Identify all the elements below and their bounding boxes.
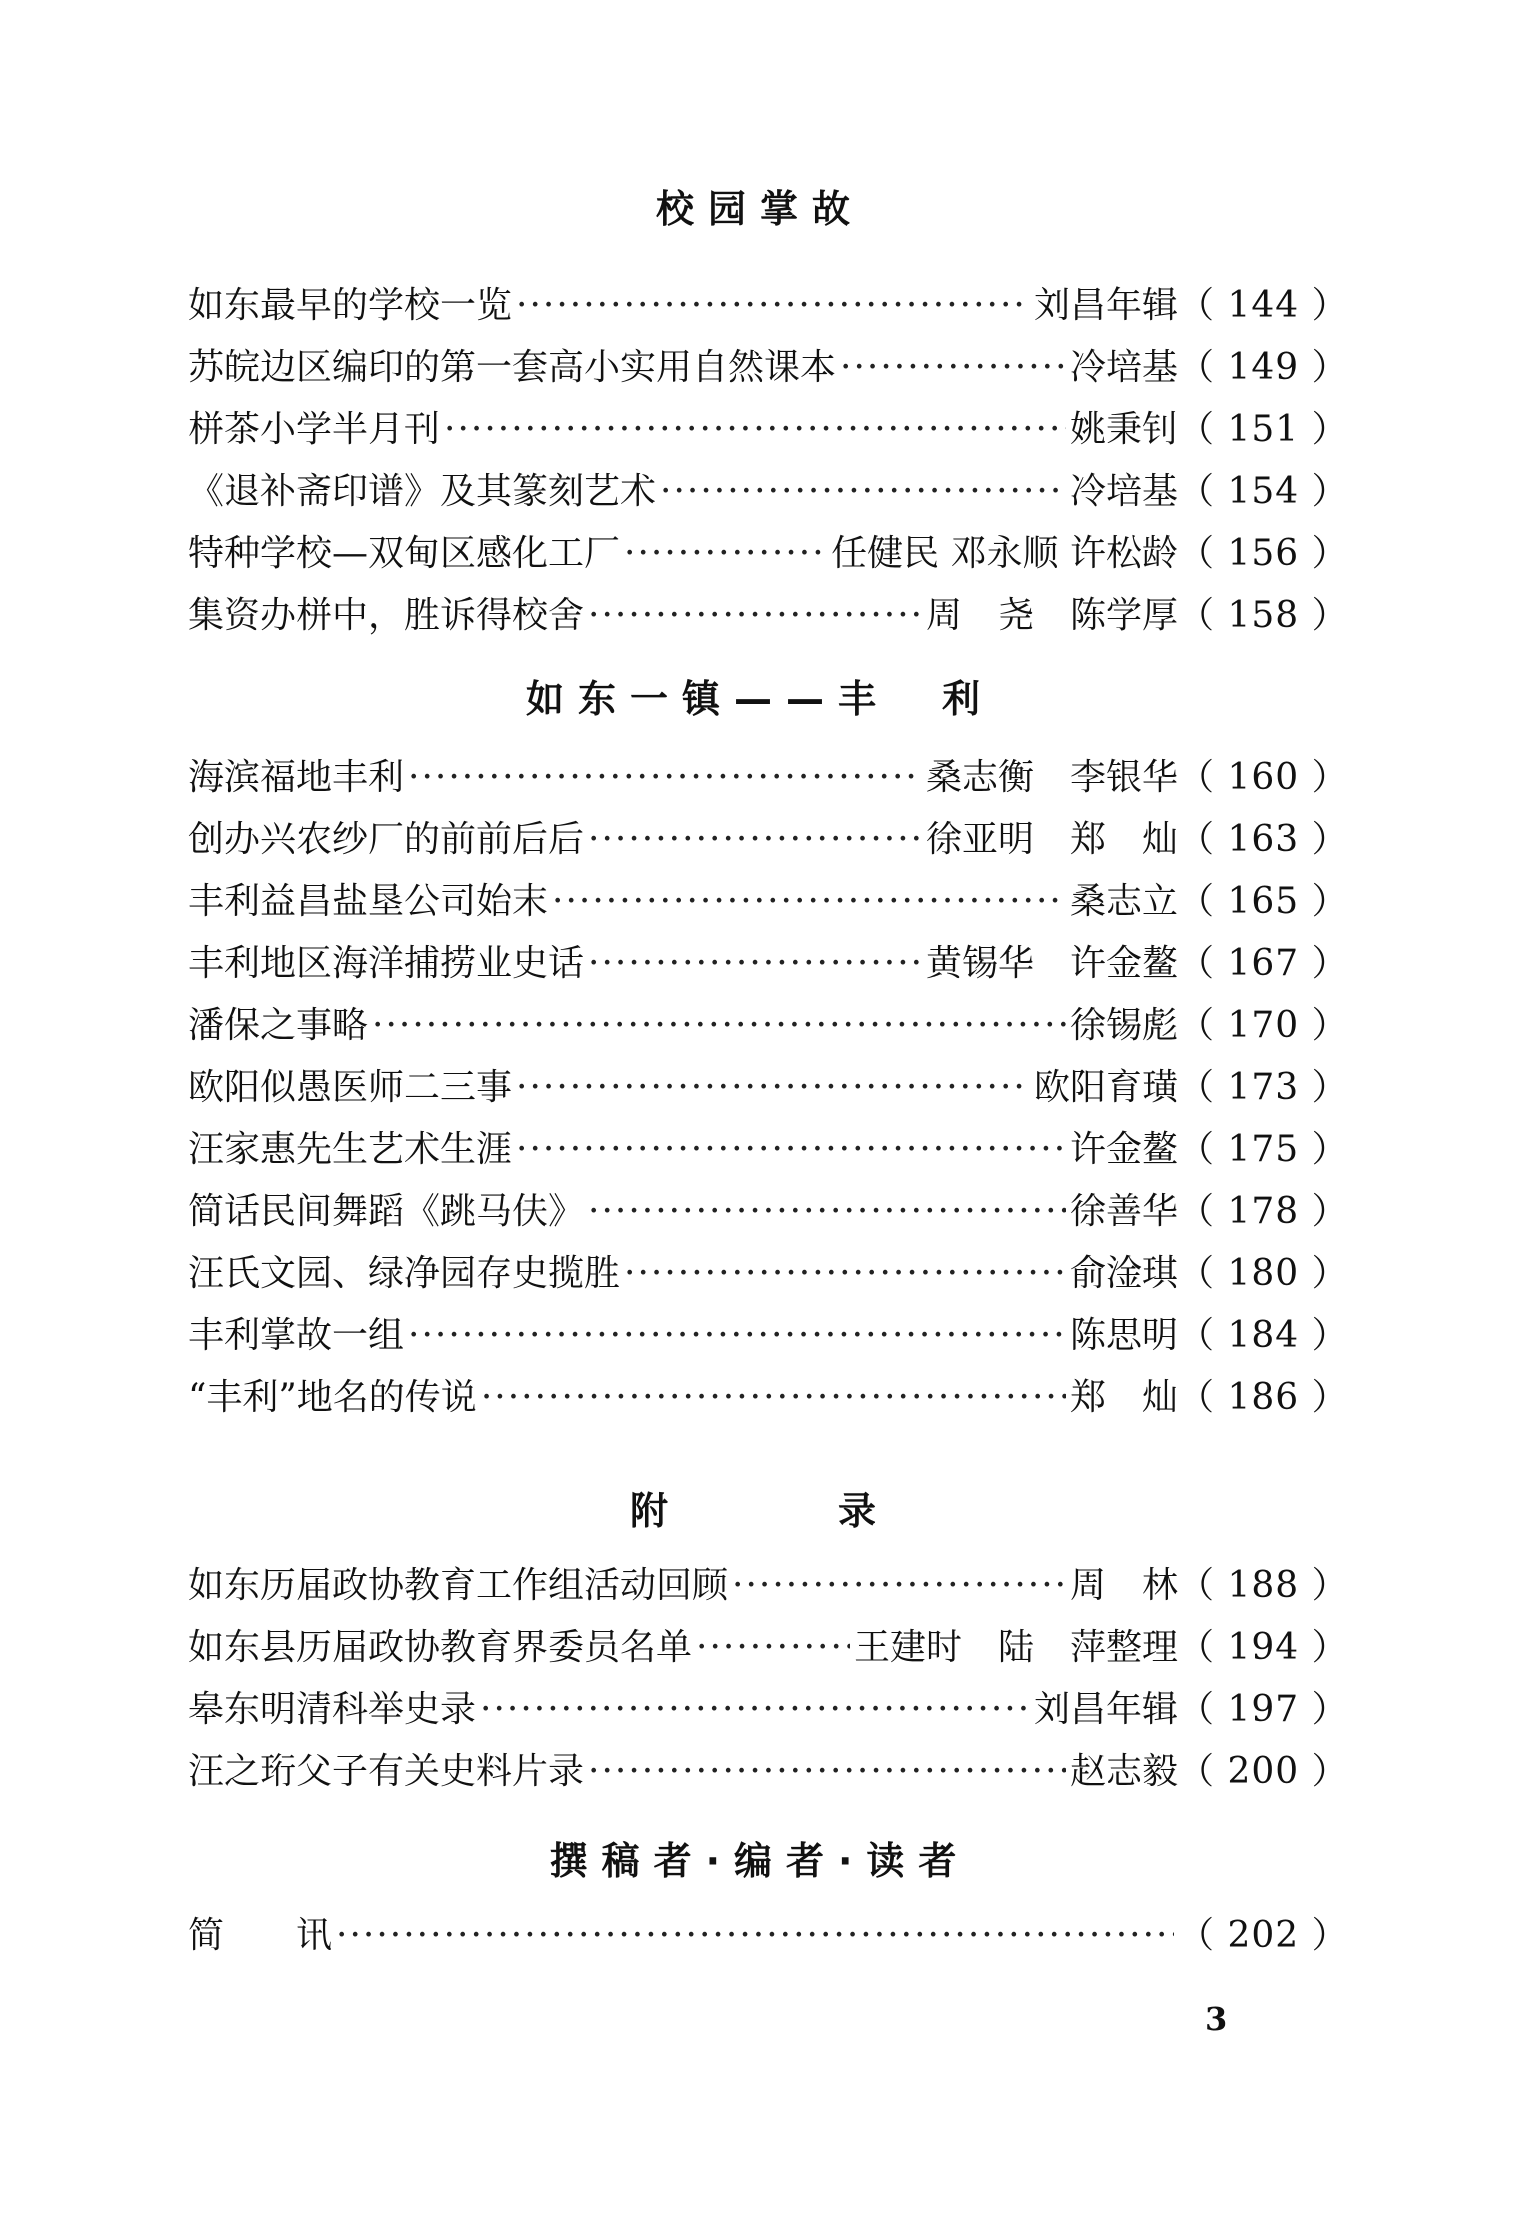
entry-author: 刘昌年辑 [1033,1689,1178,1730]
page-number: 3 [1205,2000,1228,2038]
entry-author: 冷培基 [1069,347,1178,388]
toc-entry [188,590,1349,642]
entry-author: 许金鳌 [1069,1129,1178,1170]
toc-entry [188,1248,1349,1300]
entry-title: 《退补斋印谱》及其篆刻艺术 [188,471,657,512]
toc-entry [188,1062,1349,1114]
toc-entry [188,1000,1349,1052]
entry-title: 海滨福地丰利 [188,757,405,798]
entry-page: （ 173 ） [1178,1067,1349,1108]
entry-page: （ 156 ） [1178,533,1349,574]
entry-title: 丰利地区海洋捕捞业史话 [188,943,585,984]
entry-title: 欧阳似愚医师二三事 [188,1067,513,1108]
toc-entry [188,528,1349,580]
leader-dots [481,1372,1066,1424]
entry-author: 赵志毅 [1069,1751,1178,1792]
leader-dots [480,1684,1030,1736]
toc-entry [188,876,1349,928]
toc-entry [188,1372,1349,1424]
entry-author: 任健民 邓永顺 许松龄 [831,533,1178,574]
toc-entry [188,466,1349,518]
toc-entry [188,1910,1349,1962]
leader-dots [372,1000,1066,1052]
leader-dots [624,528,827,580]
entry-author: 徐锡彪 [1069,1005,1178,1046]
entry-page: （ 154 ） [1178,471,1349,512]
toc-entry [188,938,1349,990]
entry-title: 集资办栟中，胜诉得校舍 [188,595,585,636]
entry-title: 皋东明清科举史录 [188,1689,477,1730]
leader-dots [660,466,1066,518]
entry-page: （ 163 ） [1178,819,1349,860]
section-title: 如东一镇——丰 利 [525,677,994,721]
entry-page: （ 167 ） [1178,943,1349,984]
entry-title: 简 讯 [188,1915,333,1956]
toc-entry [188,814,1349,866]
entry-page: （ 180 ） [1178,1253,1349,1294]
entry-title: 如东历届政协教育工作组活动回顾 [188,1565,729,1606]
toc-entry [188,1124,1349,1176]
section-title: 校园掌故 [655,187,864,231]
toc-entry [188,1684,1349,1736]
leader-dots [732,1560,1066,1612]
entry-page: （ 194 ） [1178,1627,1349,1668]
entry-author: 俞淦琪 [1069,1253,1178,1294]
entry-author: 姚秉钊 [1069,409,1178,450]
entry-author: 桑志衡 李银华 [925,757,1178,798]
toc-entry [188,1746,1349,1798]
leader-dots [696,1622,850,1674]
entry-page: （ 175 ） [1178,1129,1349,1170]
leader-dots [444,404,1066,456]
toc-entry [188,752,1349,804]
toc-entry [188,280,1349,332]
entry-author: 周 林 [1069,1565,1178,1606]
entry-title: 苏皖边区编印的第一套高小实用自然课本 [188,347,837,388]
leader-dots [516,280,1030,332]
entry-page: （ 144 ） [1178,285,1349,326]
entry-title: 潘保之事略 [188,1005,369,1046]
entry-page: （ 200 ） [1178,1751,1349,1792]
leader-dots [588,1746,1066,1798]
entry-page: （ 178 ） [1178,1191,1349,1232]
entry-title: 栟茶小学半月刊 [188,409,441,450]
entry-title: 如东县历届政协教育界委员名单 [188,1627,693,1668]
entry-page: （ 197 ） [1178,1689,1349,1730]
section-title: 撰稿者·编者·读者 [549,1839,971,1883]
entry-page: （ 184 ） [1178,1315,1349,1356]
entry-author: 王建时 陆 萍整理 [853,1627,1178,1668]
entry-title: 丰利掌故一组 [188,1315,405,1356]
entry-title: 创办兴农纱厂的前前后后 [188,819,585,860]
entry-page: （ 158 ） [1178,595,1349,636]
leader-dots [840,342,1066,394]
entry-page: （ 186 ） [1178,1377,1349,1418]
entry-title: 汪氏文园、绿净园存史揽胜 [188,1253,621,1294]
entry-title: 如东最早的学校一览 [188,285,513,326]
entry-author: 徐亚明 郑 灿 [925,819,1178,860]
leader-dots [588,590,922,642]
entry-title: 特种学校—双甸区感化工厂 [188,533,621,574]
entry-page: （ 149 ） [1178,347,1349,388]
entry-page: （ 160 ） [1178,757,1349,798]
leader-dots [336,1910,1174,1962]
entry-author: 桑志立 [1069,881,1178,922]
entry-page: （ 165 ） [1178,881,1349,922]
entry-title: 简话民间舞蹈《跳马伕》 [188,1191,585,1232]
leader-dots [624,1248,1066,1300]
entry-title: “丰利”地名的传说 [188,1377,477,1418]
entry-author: 周 尧 陈学厚 [925,595,1178,636]
leader-dots [588,1186,1066,1238]
section-title: 附 录 [629,1489,890,1533]
leader-dots [408,1310,1066,1362]
entry-page: （ 188 ） [1178,1565,1349,1606]
leader-dots [408,752,922,804]
leader-dots [552,876,1066,928]
leader-dots [588,814,922,866]
entry-title: 丰利益昌盐垦公司始末 [188,881,549,922]
entry-page: （ 170 ） [1178,1005,1349,1046]
leader-dots [516,1124,1066,1176]
toc-entry [188,342,1349,394]
entry-author: 刘昌年辑 [1033,285,1178,326]
entry-page: （ 151 ） [1178,409,1349,450]
toc-entry [188,404,1349,456]
entry-title: 汪家惠先生艺术生涯 [188,1129,513,1170]
entry-author: 冷培基 [1069,471,1178,512]
entry-author: 徐善华 [1069,1191,1178,1232]
leader-dots [516,1062,1030,1114]
leader-dots [588,938,922,990]
toc-entry [188,1560,1349,1612]
entry-author: 欧阳育璜 [1033,1067,1178,1108]
toc-entry [188,1186,1349,1238]
entry-author: 黄锡华 许金鳌 [925,943,1178,984]
entry-page: （ 202 ） [1178,1915,1349,1956]
entry-title: 汪之珩父子有关史料片录 [188,1751,585,1792]
toc-entry [188,1310,1349,1362]
toc-entry [188,1622,1349,1674]
entry-author: 郑 灿 [1069,1377,1178,1418]
entry-author: 陈思明 [1069,1315,1178,1356]
